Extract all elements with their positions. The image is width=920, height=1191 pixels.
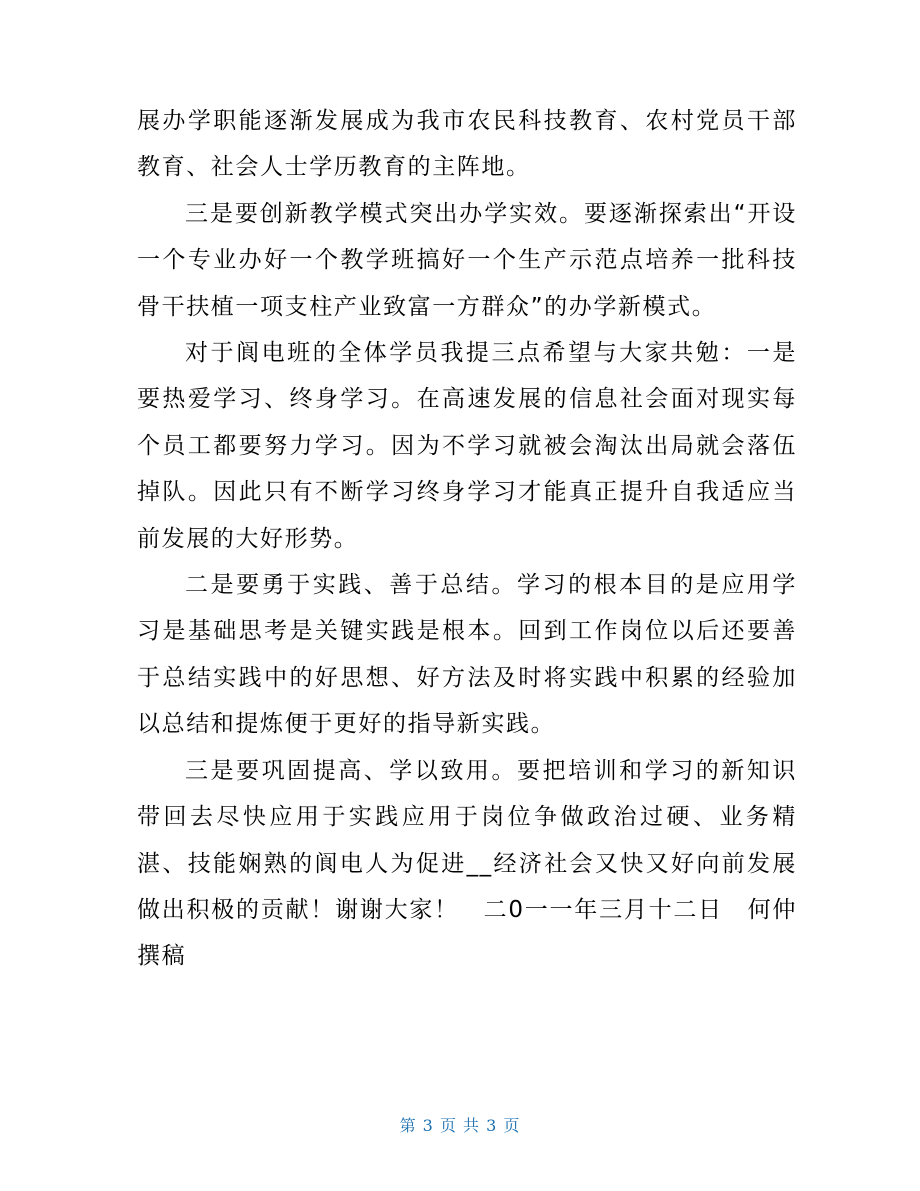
paragraph-1: 展办学职能逐渐发展成为我市农民科技教育、农村党员干部教育、社会人士学历教育的主阵地。 (137, 108, 797, 181)
paragraph-5: 三是要巩固提高、学以致用。要把培训和学习的新知识带回去尽快应用于实践应用于岗位争做政治过硬、业务精湛、技能娴熟的阆电人为促进__经济社会又快又好向前发展做出积极的贡献！谢谢大家！ 二0一一年三月十二日 何仲撰稿 (137, 757, 797, 970)
document-body (137, 98, 797, 980)
paragraph-3: 对于阆电班的全体学员我提三点希望与大家共勉：一是要热爱学习、终身学习。在高速发展的信息社会面对现实每个员工都要努力学习。因为不学习就被会淘汰出局就会落伍掉队。因此只有不断学习终身学习才能真正提升自我适应当前发展的大好形势。 (137, 340, 797, 552)
page-number-footer: 第 3 页 共 3 页 (399, 1116, 521, 1135)
paragraph-4: 二是要勇于实践、善于总结。学习的根本目的是应用学习是基础思考是关键实践是根本。回到工作岗位以后还要善于总结实践中的好思想、好方法及时将实践中积累的经验加以总结和提炼便于更好的指导新实践。 (137, 572, 797, 738)
paragraph-2: 三是要创新教学模式突出办学实效。要逐渐探索出“开设一个专业办好一个教学班搞好一个生产示范点培养一批科技骨干扶植一项支柱产业致富一方群众”的办学新模式。 (137, 200, 797, 320)
